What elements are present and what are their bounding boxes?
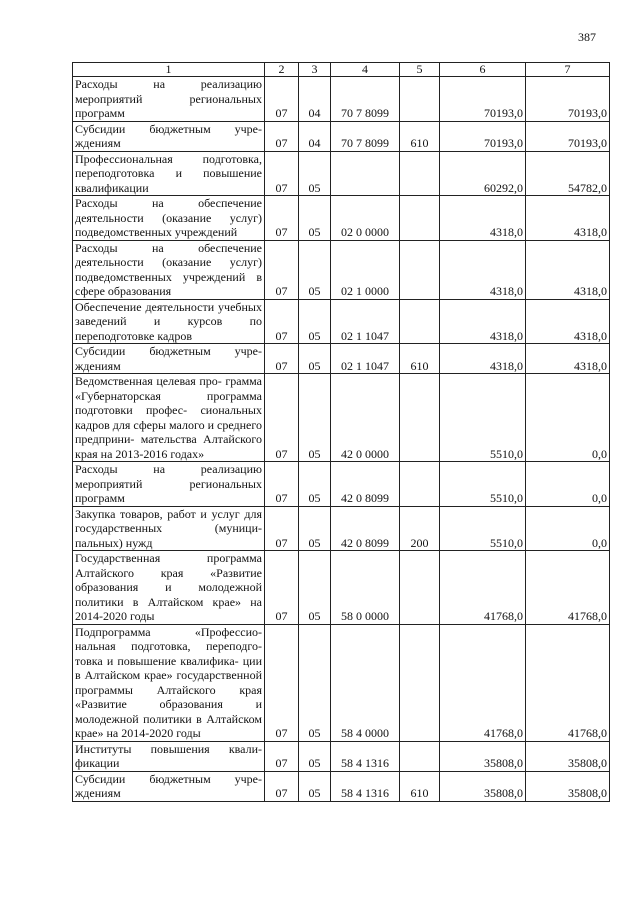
amount-year-2: 4318,0 [526,240,610,299]
item-name: Субсидии бюджетным учре- ждениям [73,771,265,801]
section-code: 07 [265,240,299,299]
amount-year-1: 70193,0 [440,121,526,151]
column-header: 1 [73,63,265,77]
amount-year-2: 0,0 [526,374,610,462]
section-code: 07 [265,771,299,801]
table-row [73,77,610,122]
target-article-code: 58 0 0000 [331,551,400,625]
amount-year-2: 35808,0 [526,741,610,771]
subsection-code: 05 [299,299,331,344]
target-article-code: 58 4 0000 [331,624,400,741]
subsection-code: 05 [299,374,331,462]
subsection-code: 04 [299,121,331,151]
item-name: Субсидии бюджетным учре- ждениям [73,344,265,374]
expense-type-code [400,374,440,462]
expense-type-code [400,151,440,196]
item-name: Расходы на обеспечение деятельности (оказание услуг) подведомственных учреждений в сфере образования [73,240,265,299]
expense-type-code [400,624,440,741]
item-name: Подпрограмма «Профессио- нальная подготовка, переподго- товка и повышение квалифика- ции в Алтайском крае» государственной программы Алтайского края «Развитие образования и молодежной политики в Алтайском крае» на 2014-2020 годы [73,624,265,741]
section-code: 07 [265,77,299,122]
expense-type-code: 610 [400,344,440,374]
target-article-code: 02 1 0000 [331,240,400,299]
amount-year-1: 60292,0 [440,151,526,196]
section-code: 07 [265,121,299,151]
amount-year-1: 5510,0 [440,374,526,462]
amount-year-2: 70193,0 [526,77,610,122]
subsection-code: 05 [299,196,331,241]
section-code: 07 [265,551,299,625]
column-header: 5 [400,63,440,77]
section-code: 07 [265,741,299,771]
table-row [73,771,610,801]
item-name: Профессиональная подготовка, переподготовка и повышение квалификации [73,151,265,196]
amount-year-1: 35808,0 [440,741,526,771]
section-code: 07 [265,344,299,374]
amount-year-1: 4318,0 [440,196,526,241]
expense-type-code [400,551,440,625]
table-row [73,741,610,771]
table-row [73,196,610,241]
amount-year-1: 5510,0 [440,462,526,507]
section-code: 07 [265,374,299,462]
expense-type-code [400,240,440,299]
section-code: 07 [265,462,299,507]
target-article-code: 42 0 8099 [331,462,400,507]
subsection-code: 05 [299,741,331,771]
amount-year-1: 4318,0 [440,344,526,374]
subsection-code: 05 [299,771,331,801]
amount-year-2: 0,0 [526,462,610,507]
table-row [73,151,610,196]
subsection-code: 05 [299,624,331,741]
amount-year-1: 41768,0 [440,624,526,741]
expense-type-code [400,462,440,507]
target-article-code [331,151,400,196]
amount-year-2: 4318,0 [526,196,610,241]
subsection-code: 05 [299,240,331,299]
column-number-row [73,63,610,77]
item-name: Ведомственная целевая про- грамма «Губернаторская программа подготовки профес- сиональных кадров для сферы малого и среднего предприни- мательства Алтайского края на 2013-2016 годах» [73,374,265,462]
subsection-code: 04 [299,77,331,122]
expense-type-code [400,196,440,241]
expense-type-code: 200 [400,506,440,551]
item-name: Расходы на обеспечение деятельности (оказание услуг) подведомственных учреждений [73,196,265,241]
subsection-code: 05 [299,506,331,551]
target-article-code: 70 7 8099 [331,77,400,122]
section-code: 07 [265,624,299,741]
table-row [73,506,610,551]
section-code: 07 [265,151,299,196]
table-body [73,77,610,802]
column-header: 7 [526,63,610,77]
item-name: Расходы на реализацию мероприятий региональных программ [73,462,265,507]
column-header: 6 [440,63,526,77]
amount-year-1: 41768,0 [440,551,526,625]
amount-year-2: 54782,0 [526,151,610,196]
amount-year-2: 0,0 [526,506,610,551]
amount-year-2: 41768,0 [526,551,610,625]
table-row [73,344,610,374]
column-header: 4 [331,63,400,77]
target-article-code: 42 0 8099 [331,506,400,551]
table-row [73,551,610,625]
column-header: 2 [265,63,299,77]
target-article-code: 02 0 0000 [331,196,400,241]
amount-year-2: 41768,0 [526,624,610,741]
amount-year-1: 70193,0 [440,77,526,122]
target-article-code: 58 4 1316 [331,741,400,771]
amount-year-2: 4318,0 [526,299,610,344]
target-article-code: 70 7 8099 [331,121,400,151]
subsection-code: 05 [299,344,331,374]
table-row [73,299,610,344]
amount-year-2: 4318,0 [526,344,610,374]
amount-year-2: 70193,0 [526,121,610,151]
table-row [73,374,610,462]
section-code: 07 [265,506,299,551]
subsection-code: 05 [299,551,331,625]
amount-year-1: 4318,0 [440,299,526,344]
column-header: 3 [299,63,331,77]
table-row [73,240,610,299]
expense-type-code: 610 [400,121,440,151]
target-article-code: 02 1 1047 [331,299,400,344]
target-article-code: 02 1 1047 [331,344,400,374]
subsection-code: 05 [299,462,331,507]
target-article-code: 58 4 1316 [331,771,400,801]
target-article-code: 42 0 0000 [331,374,400,462]
amount-year-2: 35808,0 [526,771,610,801]
item-name: Субсидии бюджетным учре- ждениям [73,121,265,151]
subsection-code: 05 [299,151,331,196]
section-code: 07 [265,196,299,241]
expense-type-code [400,741,440,771]
table-row [73,121,610,151]
expense-type-code [400,77,440,122]
amount-year-1: 4318,0 [440,240,526,299]
item-name: Институты повышения квали- фикации [73,741,265,771]
item-name: Государственная программа Алтайского края «Развитие образования и молодежной политики в Алтайском крае» на 2014-2020 годы [73,551,265,625]
amount-year-1: 35808,0 [440,771,526,801]
table-row [73,624,610,741]
item-name: Закупка товаров, работ и услуг для государственных (муници- пальных) нужд [73,506,265,551]
item-name: Расходы на реализацию мероприятий региональных программ [73,77,265,122]
expense-type-code [400,299,440,344]
section-code: 07 [265,299,299,344]
amount-year-1: 5510,0 [440,506,526,551]
table-row [73,462,610,507]
page-number: 387 [578,30,596,44]
item-name: Обеспечение деятельности учебных заведений и курсов по переподготовке кадров [73,299,265,344]
budget-table [72,62,610,802]
expense-type-code: 610 [400,771,440,801]
